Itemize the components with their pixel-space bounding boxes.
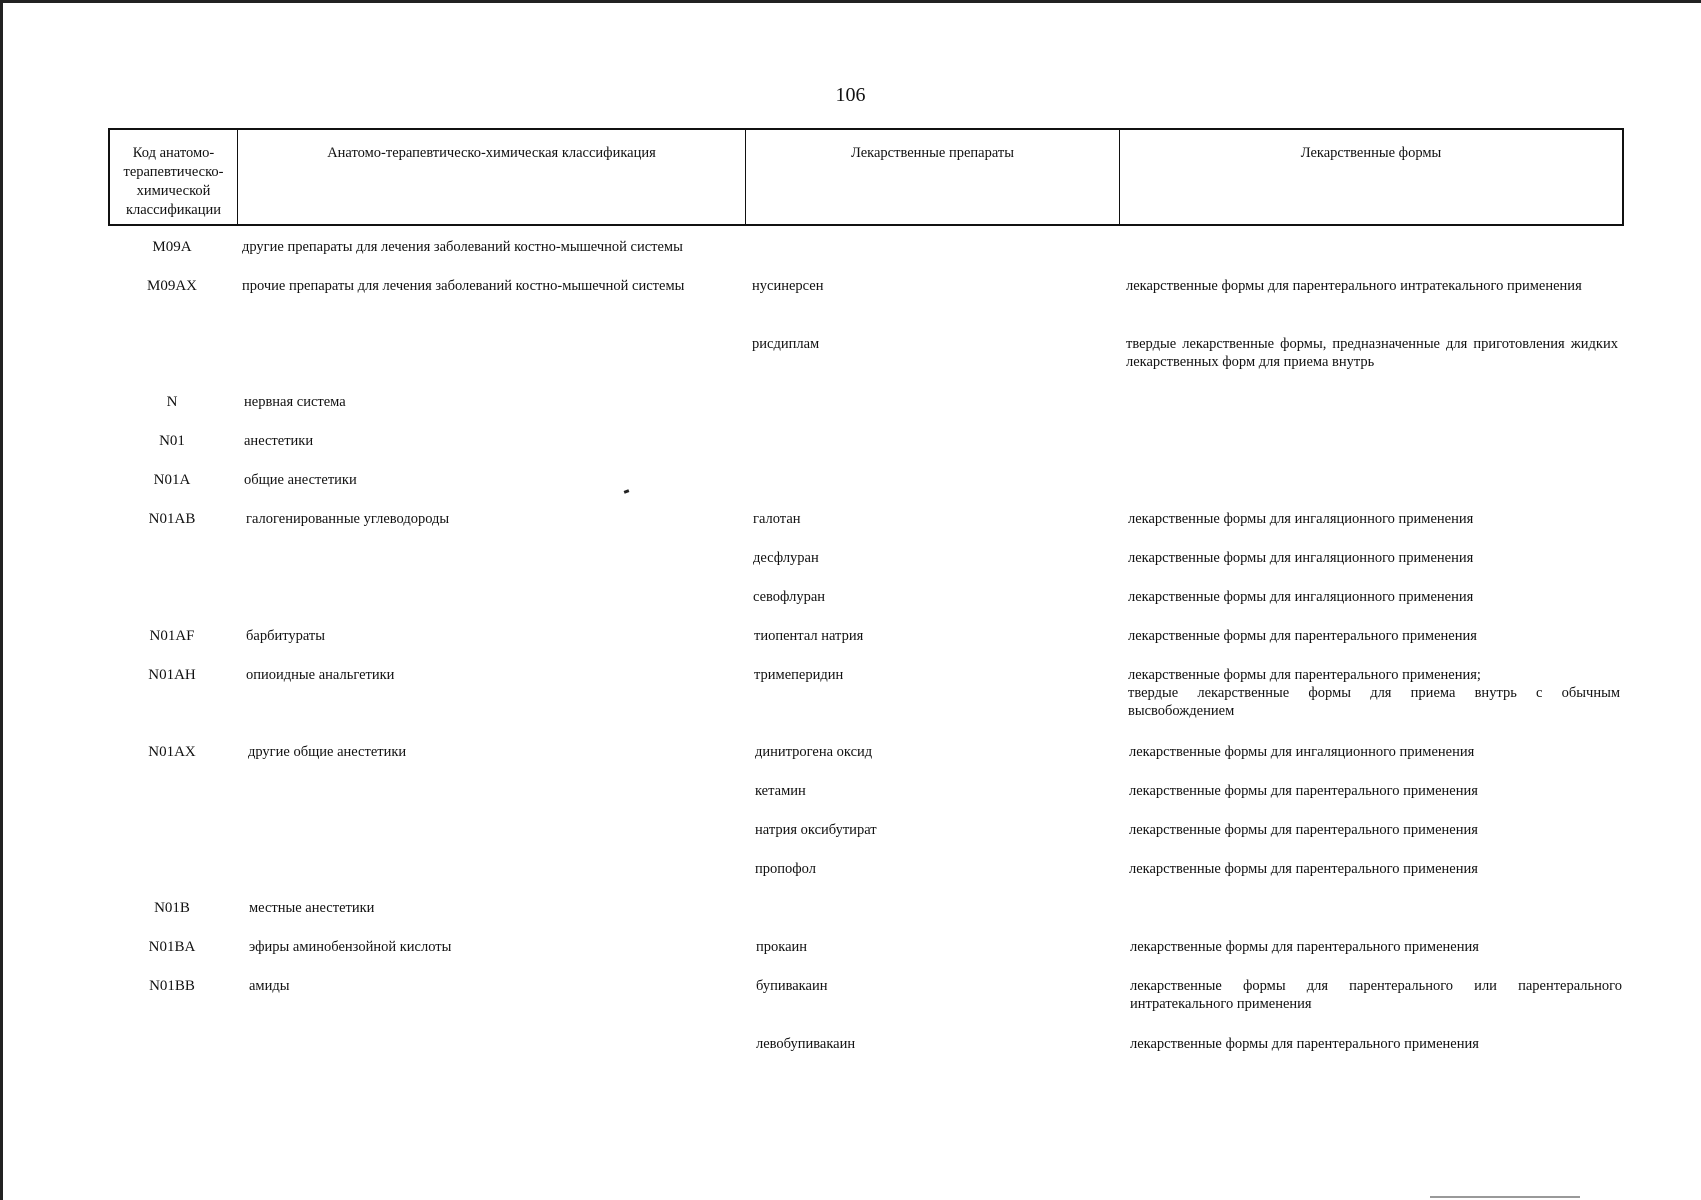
row-drug: пропофол (755, 861, 816, 877)
row-classification: амиды (249, 978, 290, 994)
row-form: лекарственные формы для парентерального применения (1128, 628, 1477, 644)
row-form: лекарственные формы для ингаляционного применения (1129, 744, 1475, 760)
row-classification: общие анестетики (244, 472, 357, 488)
row-code: N01AX (148, 744, 196, 760)
row-form: лекарственные формы для ингаляционного применения (1128, 550, 1474, 566)
row-drug: тримеперидин (754, 667, 844, 683)
row-classification: местные анестетики (249, 900, 375, 916)
row-classification: прочие препараты для лечения заболеваний костно-мышечной системы (242, 278, 685, 294)
row-drug: нусинерсен (752, 278, 824, 294)
scan-smudge (1430, 1196, 1580, 1198)
row-classification: галогенированные углеводороды (246, 511, 450, 527)
row-form: лекарственные формы для парентерального или парентерального интратекального применения (1130, 978, 1622, 1012)
row-form: лекарственные формы для парентерального применения (1130, 1036, 1479, 1052)
row-form: лекарственные формы для парентерального применения (1129, 822, 1478, 838)
header-code: Код анатомо-терапевтическо-химической классификации (110, 130, 238, 224)
row-form-line: твердые лекарственные формы для приема внутрь с обычным высвобождением (1128, 685, 1620, 719)
row-code: N01BB (149, 978, 195, 994)
row-code: N01B (154, 900, 190, 916)
row-code: N01BA (148, 939, 196, 955)
row-drug: тиопентал натрия (754, 628, 864, 644)
row-drug: прокаин (756, 939, 808, 955)
row-code: N (166, 394, 178, 410)
row-form: лекарственные формы для ингаляционного применения (1128, 589, 1474, 605)
scan-border-top (0, 0, 1701, 3)
row-classification: другие общие анестетики (248, 744, 407, 760)
row-code: M09AX (146, 278, 197, 294)
row-code: N01A (153, 472, 191, 488)
row-drug: натрия оксибутират (755, 822, 877, 838)
row-classification: эфиры аминобензойной кислоты (249, 939, 452, 955)
row-form-line: лекарственные формы для парентерального применения; (1128, 667, 1481, 683)
row-classification: нервная система (244, 394, 346, 410)
row-code: N01AH (148, 667, 196, 683)
row-drug: галотан (753, 511, 801, 527)
header-drugs: Лекарственные препараты (746, 130, 1120, 224)
row-form: твердые лекарственные формы, предназначенные для приготовления жидких лекарственных форм для приема внутрь (1126, 336, 1618, 370)
header-forms: Лекарственные формы (1300, 145, 1442, 161)
row-drug: кетамин (755, 783, 806, 799)
row-drug: десфлуран (753, 550, 819, 566)
row-form: лекарственные формы для парентерального применения (1129, 783, 1478, 799)
row-form: лекарственные формы для парентерального интратекального применения (1126, 278, 1582, 294)
row-drug: бупивакаин (756, 978, 828, 994)
page-number: 106 (835, 84, 866, 106)
scan-mark (624, 489, 630, 494)
scan-border-left (0, 0, 3, 1200)
row-form (1128, 666, 1620, 720)
row-classification: барбитураты (246, 628, 325, 644)
row-classification: анестетики (244, 433, 314, 449)
row-drug: севофлуран (753, 589, 826, 605)
row-classification: опиоидные анальгетики (246, 667, 395, 683)
header-classification: Анатомо-терапевтическо-химическая классификация (238, 130, 746, 224)
row-form: лекарственные формы для парентерального применения (1129, 861, 1478, 877)
row-drug: динитрогена оксид (755, 744, 873, 760)
table-header (108, 128, 1624, 226)
row-drug: рисдиплам (752, 336, 820, 352)
row-code: M09A (152, 239, 192, 255)
row-code: N01AF (149, 628, 195, 644)
row-code: N01AB (148, 511, 196, 527)
row-classification: другие препараты для лечения заболеваний костно-мышечной системы (242, 239, 683, 255)
row-drug: левобупивакаин (756, 1036, 856, 1052)
row-form: лекарственные формы для ингаляционного применения (1128, 511, 1474, 527)
row-form: лекарственные формы для парентерального применения (1130, 939, 1479, 955)
row-code: N01 (159, 433, 185, 449)
